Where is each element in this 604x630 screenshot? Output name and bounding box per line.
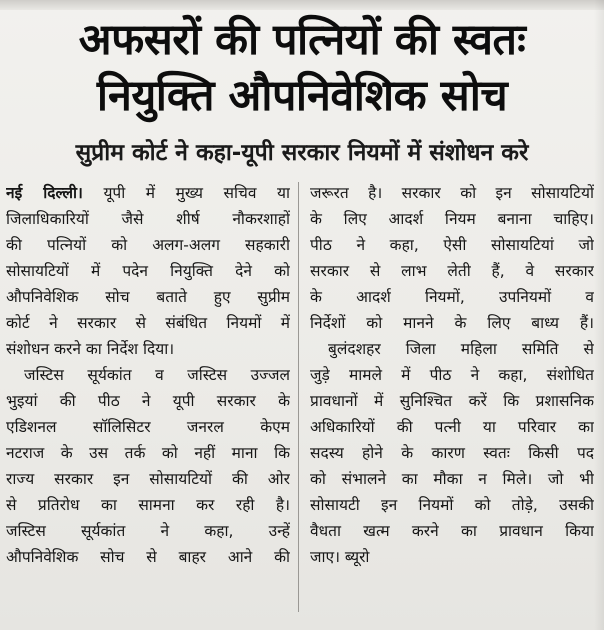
body-line: निर्देशों को मानने के लिए बाध्य हैं। [310,314,594,332]
subheadline: सुप्रीम कोर्ट ने कहा-यूपी सरकार नियमों में संशोधन करे [75,140,529,166]
body-line: राज्य सरकार इन सोसायटियों की ओर [6,470,290,488]
body-line: कोर्ट ने सरकार से संबंधित नियमों में [6,314,290,332]
headline-line-2: नियुक्ति औपनिवेशिक सोच [96,71,508,121]
body-line: अधिकारियों की पत्नी या परिवार का [310,418,594,436]
body-line: औपनिवेशिक सोच से बाहर आने की [6,548,290,566]
left-column [6,180,290,570]
body-line: जरूरत है। सरकार को इन सोसायटियों [310,184,594,202]
body-line: से प्रतिरोध का सामना कर रही है। [6,496,290,514]
body-line: भुइयां की पीठ ने यूपी सरकार के [6,392,290,410]
body-text: यूपी में मुख्य सचिव या [103,184,290,202]
body-line: जिलाधिकारियों जैसे शीर्ष नौकरशाहों [6,210,290,228]
page-edge-shadow [594,0,604,630]
torn-top-edge [0,0,604,10]
headline-line-1: अफसरों की पत्नियों की स्वतः [78,15,526,65]
body-line: जस्टिस सूर्यकांत व जस्टिस उज्जल [24,366,290,384]
body-line: एडिशनल सॉलिसिटर जनरल केएम [6,418,290,436]
body-line: की पत्नियों को अलग-अलग सहकारी [6,236,290,254]
body-line: औपनिवेशिक सोच बताते हुए सुप्रीम [6,288,290,306]
body-line: जुड़े मामले में पीठ ने कहा, संशोधित [310,366,594,384]
body-line: वैधता खत्म करने का प्रावधान किया [310,522,594,540]
right-column [310,180,594,570]
body-line: प्रावधानों में सुनिश्चित करें कि प्रशासनिक [310,392,594,410]
body-line: संशोधन करने का निर्देश दिया। [6,340,175,358]
body-line: के आदर्श नियमों, उपनियमों व [310,288,594,306]
body-line: सोसायटी इन नियमों को तोड़े, उसकी [310,496,594,514]
body-line: सदस्य होने के कारण स्वतः किसी पद [310,444,594,462]
body-line: बुलंदशहर जिला महिला समिति से [328,340,594,358]
body-line: जाए। ब्यूरो [310,548,370,566]
column-divider [298,182,299,612]
body-line: को संभालने का मौका न मिले। जो भी [310,470,594,488]
body-line: पीठ ने कहा, ऐसी सोसायटियां जो [310,236,594,254]
body-line: सरकार से लाभ लेती हैं, वे सरकार [310,262,594,280]
dateline: नई दिल्ली। [6,184,83,202]
body-line: सोसायटियों में पदेन नियुक्ति देने को [6,262,290,280]
body-line: के लिए आदर्श नियम बनाना चाहिए। [310,210,594,228]
body-line: नटराज के उस तर्क को नहीं माना कि [6,444,290,462]
body-line [6,180,290,206]
body-line: जस्टिस सूर्यकांत ने कहा, उन्हें [6,522,290,540]
